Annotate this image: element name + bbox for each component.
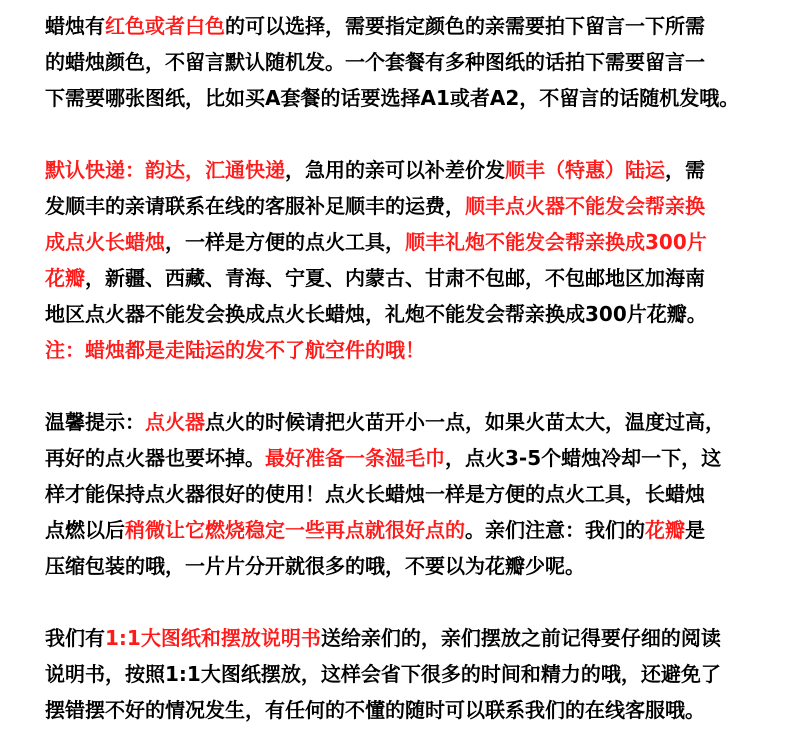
highlighted-text: 顺丰礼炮不能发会帮亲换成300片 bbox=[405, 230, 707, 254]
body-text: 发顺丰的亲请联系在线的客服补足顺丰的运费， bbox=[45, 194, 465, 218]
body-text: 是 bbox=[685, 518, 705, 542]
text-line bbox=[45, 512, 755, 548]
body-text: 下需要哪张图纸，比如买A套餐的话要选择A1或者A2，不留言的话随机发哦。 bbox=[45, 86, 740, 110]
body-text: 摆错摆不好的情况发生，有任何的不懂的随时可以联系我们的在线客服哦。 bbox=[45, 698, 705, 722]
color-selection-paragraph bbox=[45, 8, 755, 116]
body-text: 压缩包装的哦，一片片分开就很多的哦，不要以为花瓣少呢。 bbox=[45, 554, 585, 578]
highlighted-text: 最好准备一条湿毛巾 bbox=[265, 446, 445, 470]
highlighted-text: 顺丰（特惠）陆运 bbox=[505, 158, 665, 182]
body-text: ，一样是方便的点火工具， bbox=[165, 230, 405, 254]
highlighted-text: 稍微让它燃烧稳定一些再点就很好点的 bbox=[125, 518, 465, 542]
text-line bbox=[45, 44, 755, 80]
body-text: 蜡烛有 bbox=[45, 14, 105, 38]
body-text: ，需 bbox=[665, 158, 705, 182]
text-line bbox=[45, 188, 755, 224]
highlighted-text: 1:1大图纸和摆放说明书 bbox=[105, 626, 321, 650]
text-line bbox=[45, 656, 755, 692]
body-text: 送给亲们的，亲们摆放之前记得要仔细的阅读 bbox=[320, 626, 721, 650]
highlighted-text: 点火器 bbox=[145, 410, 205, 434]
highlighted-text: 成点火长蜡烛 bbox=[45, 230, 165, 254]
text-line bbox=[45, 260, 755, 296]
text-line bbox=[45, 476, 755, 512]
highlighted-text: 红色或者白色 bbox=[105, 14, 225, 38]
text-line bbox=[45, 404, 755, 440]
highlighted-text: 花瓣 bbox=[645, 518, 685, 542]
body-text: 点燃以后 bbox=[45, 518, 125, 542]
text-line bbox=[45, 80, 755, 116]
highlighted-text: 花瓣 bbox=[45, 266, 85, 290]
document-body bbox=[45, 8, 755, 728]
text-line bbox=[45, 548, 755, 584]
tips-paragraph bbox=[45, 404, 755, 584]
body-text: 温馨提示： bbox=[45, 410, 145, 434]
text-line bbox=[45, 440, 755, 476]
text-line bbox=[45, 296, 755, 332]
body-text: 说明书，按照1:1大图纸摆放，这样会省下很多的时间和精力的哦，还避免了 bbox=[45, 662, 721, 686]
text-line bbox=[45, 692, 755, 728]
body-text: ，新疆、西藏、青海、宁夏、内蒙古、甘肃不包邮，不包邮地区加海南 bbox=[85, 266, 705, 290]
body-text: 。亲们注意：我们的 bbox=[465, 518, 645, 542]
body-text: 点火的时候请把火苗开小一点，如果火苗太大，温度过高， bbox=[205, 410, 725, 434]
text-line bbox=[45, 332, 755, 368]
highlighted-text: 注：蜡烛都是走陆运的发不了航空件的哦！ bbox=[45, 338, 425, 362]
body-text: 我们有 bbox=[45, 626, 105, 650]
text-line bbox=[45, 620, 755, 656]
text-line bbox=[45, 8, 755, 44]
body-text: 的蜡烛颜色，不留言默认随机发。一个套餐有多种图纸的话拍下需要留言一 bbox=[45, 50, 705, 74]
highlighted-text: 顺丰点火器不能发会帮亲换 bbox=[465, 194, 705, 218]
body-text: 地区点火器不能发会换成点火长蜡烛，礼炮不能发会帮亲换成300片花瓣。 bbox=[45, 302, 707, 326]
body-text: 的可以选择，需要指定颜色的亲需要拍下留言一下所需 bbox=[225, 14, 705, 38]
text-line bbox=[45, 224, 755, 260]
body-text: ，急用的亲可以补差价发 bbox=[285, 158, 505, 182]
instructions-paragraph bbox=[45, 620, 755, 728]
body-text: 样才能保持点火器很好的使用！点火长蜡烛一样是方便的点火工具，长蜡烛 bbox=[45, 482, 705, 506]
shipping-paragraph bbox=[45, 152, 755, 368]
text-line bbox=[45, 152, 755, 188]
body-text: ，点火3-5个蜡烛冷却一下，这 bbox=[445, 446, 722, 470]
highlighted-text: 默认快递：韵达，汇通快递 bbox=[45, 158, 285, 182]
body-text: 再好的点火器也要坏掉。 bbox=[45, 446, 265, 470]
